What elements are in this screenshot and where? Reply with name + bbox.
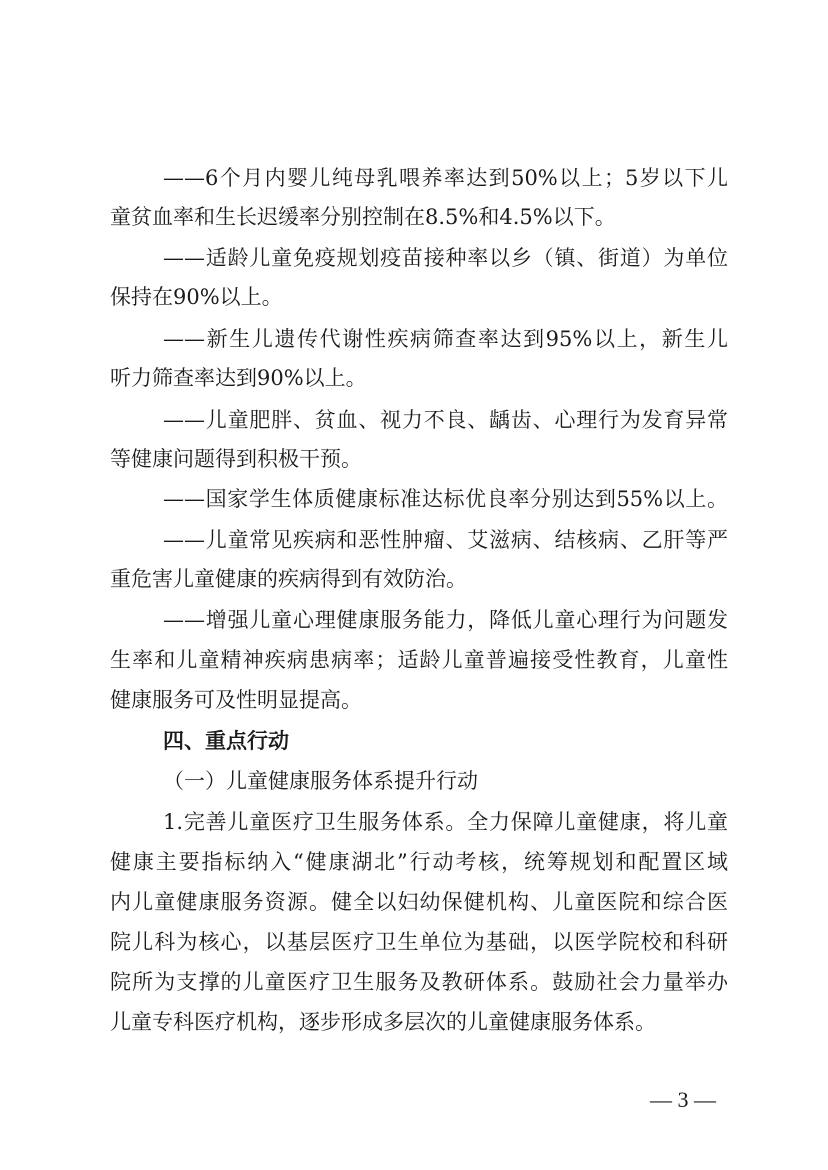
body-line: ——新生儿遗传代谢性疾病筛查率达到95%以上，新生儿: [163, 327, 728, 351]
body-line: ——适龄儿童免疫规划疫苗接种率以乡（镇、街道）为单位: [163, 246, 728, 270]
body-line: 等健康问题得到积极干预。: [110, 447, 362, 471]
body-line: 重危害儿童健康的疾病得到有效防治。: [110, 567, 467, 591]
body-line: ——6个月内婴儿纯母乳喂养率达到50%以上；5岁以下儿: [163, 166, 728, 190]
body-line: 健康主要指标纳入“健康湖北”行动考核，统筹规划和配置区域: [110, 850, 728, 874]
subsection-heading: （一）儿童健康服务体系提升行动: [163, 769, 478, 793]
body-line: 院所为支撑的儿童医疗卫生服务及教研体系。鼓励社会力量举办: [110, 970, 728, 994]
section-heading: 四、重点行动: [163, 729, 289, 753]
page-number: — 3 —: [650, 1087, 716, 1112]
body-line: 童贫血率和生长迟缓率分别控制在8.5%和4.5%以下。: [110, 205, 616, 229]
body-line: ——儿童常见疾病和恶性肿瘤、艾滋病、结核病、乙肝等严: [163, 528, 728, 552]
body-line: ——增强儿童心理健康服务能力，降低儿童心理行为问题发: [163, 608, 728, 632]
body-line: 内儿童健康服务资源。健全以妇幼保健机构、儿童医院和综合医: [110, 890, 728, 914]
body-line: ——国家学生体质健康标准达标优良率分别达到55%以上。: [163, 487, 728, 511]
body-line: 听力筛查率达到90%以上。: [110, 366, 367, 390]
body-line: ——儿童肥胖、贫血、视力不良、龋齿、心理行为发育异常: [163, 408, 728, 432]
body-line: 生率和儿童精神疾病患病率；适龄儿童普遍接受性教育，儿童性: [110, 648, 728, 672]
body-line: 儿童专科医疗机构，逐步形成多层次的儿童健康服务体系。: [110, 1010, 656, 1034]
body-line: 1.完善儿童医疗卫生服务体系。全力保障儿童健康，将儿童: [163, 810, 728, 834]
body-line: 院儿科为核心，以基层医疗卫生单位为基础，以医学院校和科研: [110, 930, 728, 954]
body-line: 保持在90%以上。: [110, 285, 283, 309]
body-line: 健康服务可及性明显提高。: [110, 688, 362, 712]
